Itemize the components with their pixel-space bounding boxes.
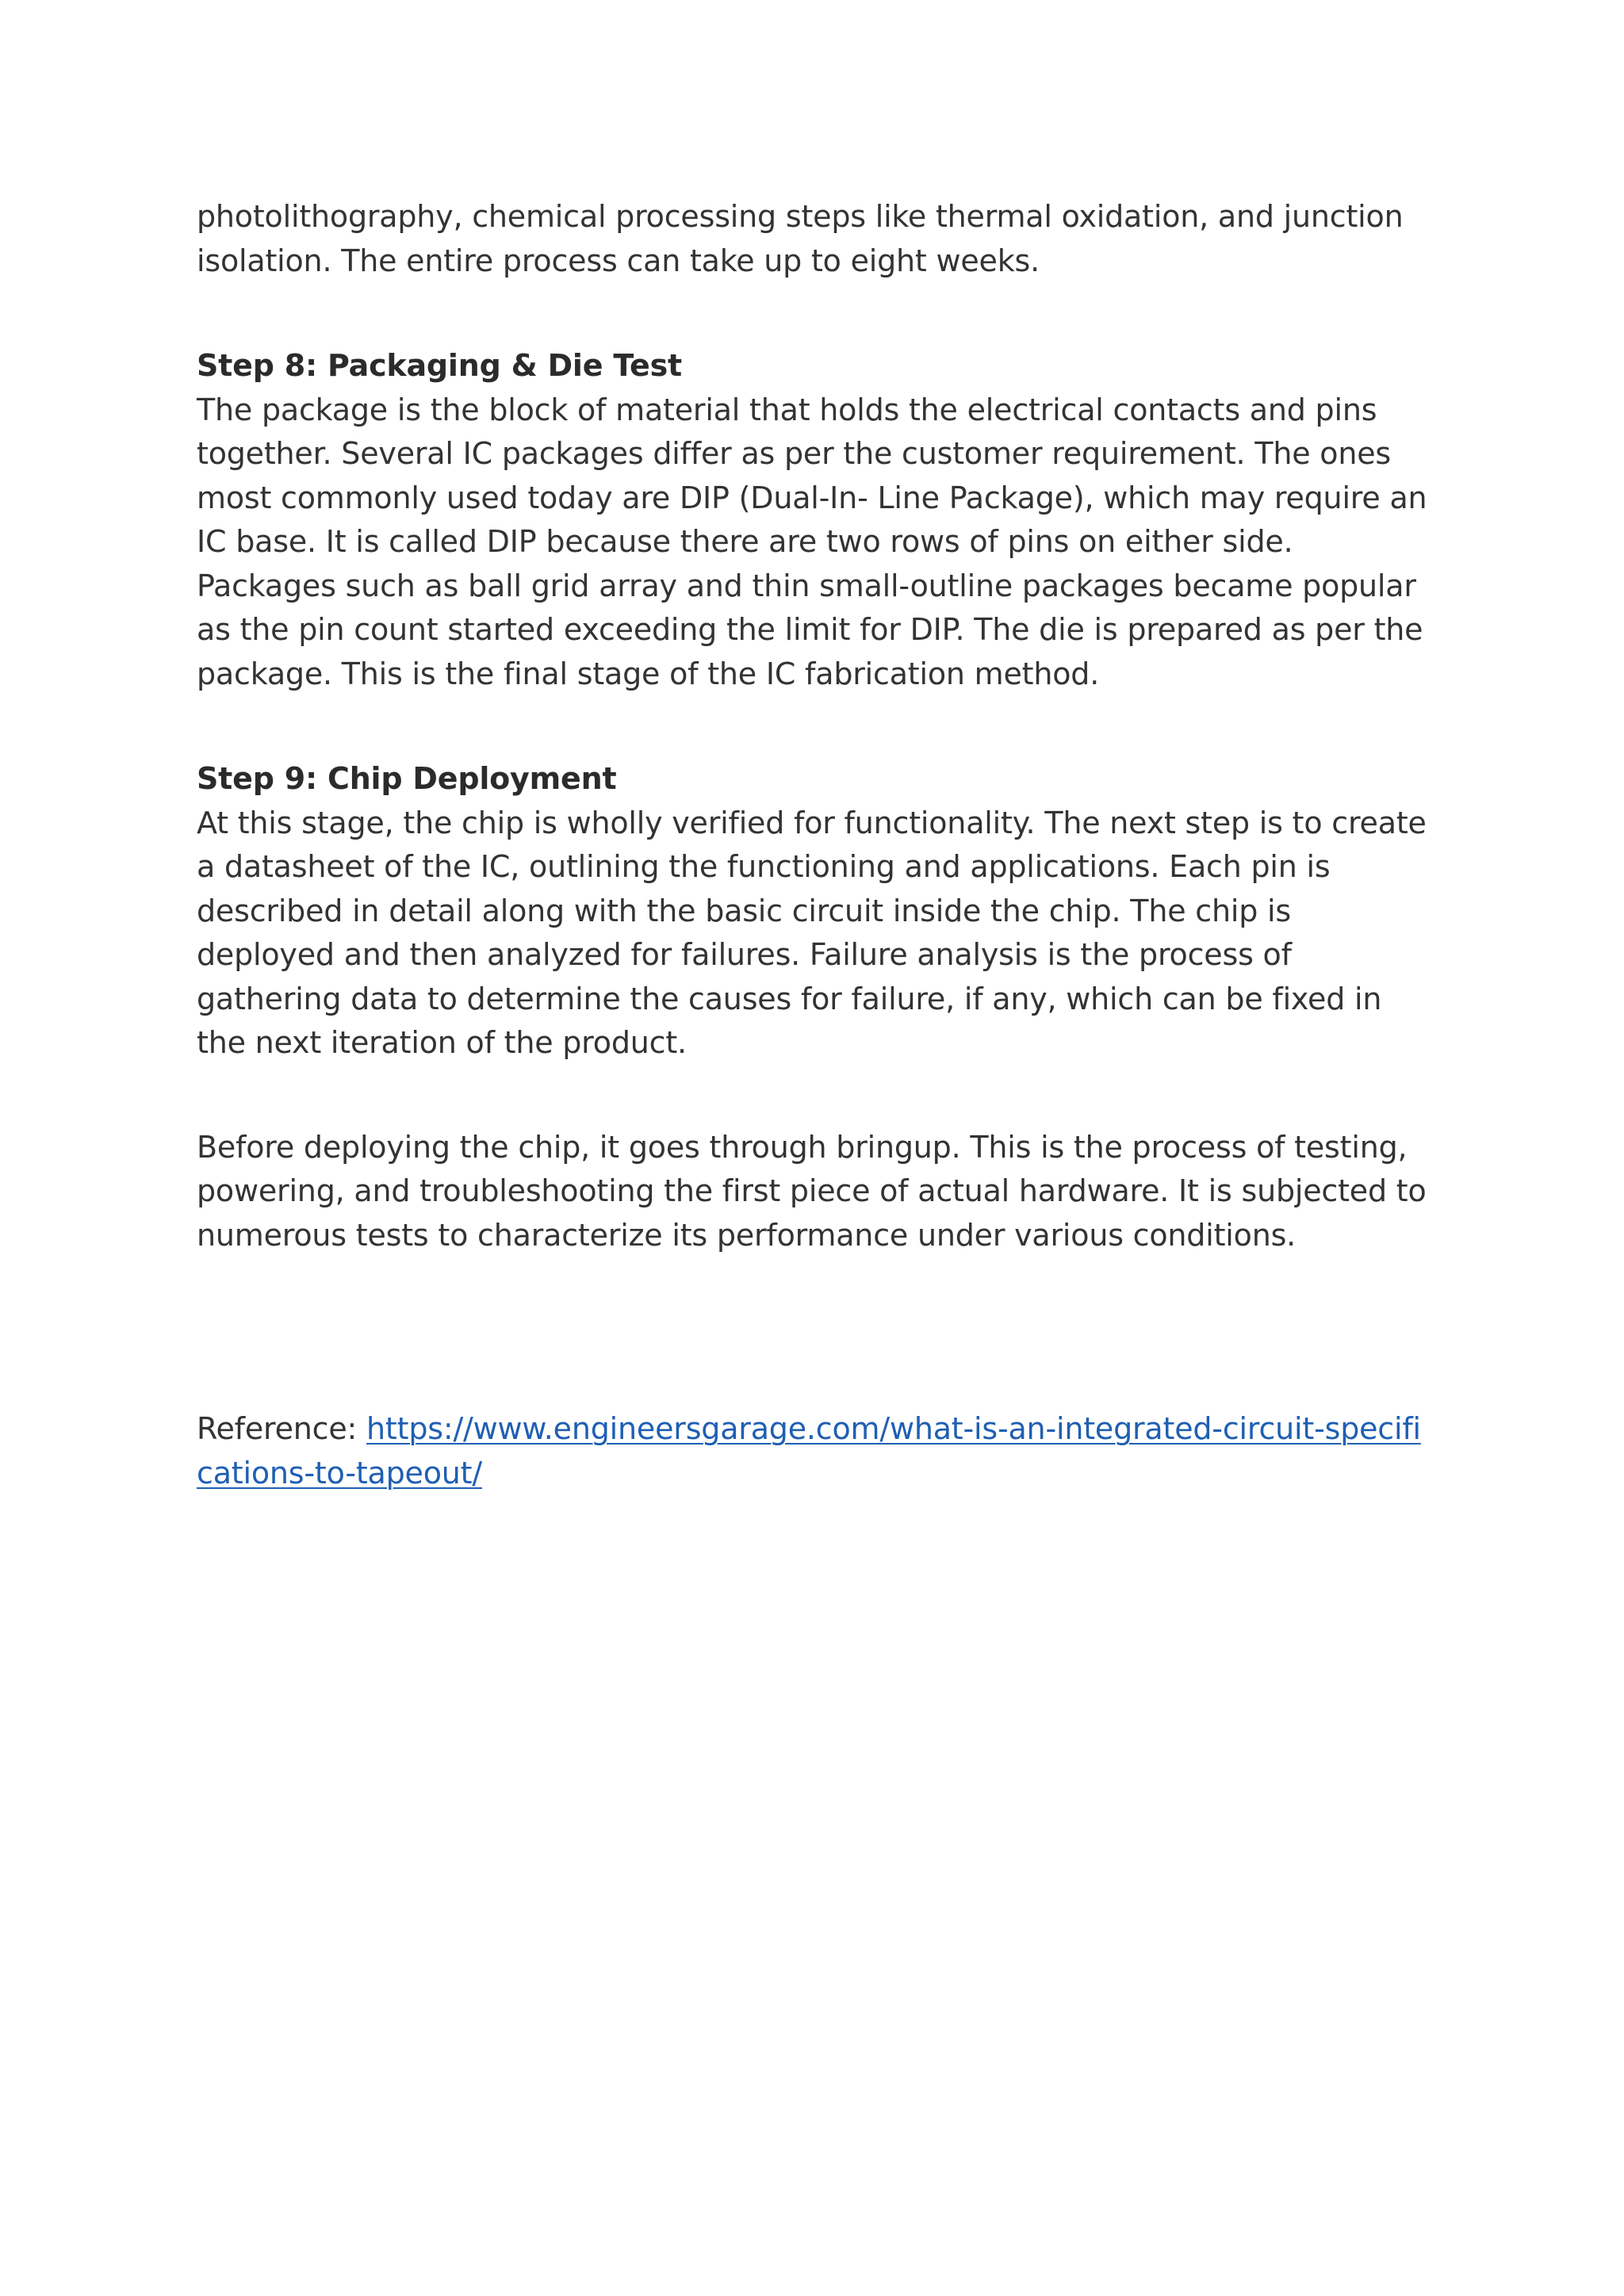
spacer [197,1066,1434,1126]
document-content [197,195,1434,1495]
bringup-paragraph: Before deploying the chip, it goes through bringup. This is the process of testing, powering, and troubleshooting the first piece of actual hardware. It is subjected to numerous tests to characterize its performance under various conditions. [197,1129,1427,1253]
spacer [197,1257,1434,1407]
intro-paragraph: photolithography, chemical processing steps like thermal oxidation, and junction isolation. The entire process can take up to eight weeks. [197,199,1404,278]
step9-heading: Step 9: Chip Deployment [197,761,617,796]
reference-link[interactable]: https://www.engineersgarage.com/what-is-an-integrated-circuit-specifications-to-tapeout/ [197,1411,1421,1490]
reference-label: Reference: [197,1411,367,1446]
step8-paragraph: The package is the block of material that holds the electrical contacts and pins together. Several IC packages differ as per the customer requirement. The ones most commonly used today are DIP (Dual-In- Line Package), which may require an IC base. It is called DIP because there are two rows of pins on either side. Packages such as ball grid array and thin small-outline packages became popular as the pin count started exceeding the limit for DIP. The die is prepared as per the package. This is the final stage of the IC fabrication method. [197,392,1427,691]
step9-paragraph: At this stage, the chip is wholly verified for functionality. The next step is to create a datasheet of the IC, outlining the functioning and applications. Each pin is described in detail along with the basic circuit inside the chip. The chip is deployed and then analyzed for failures. Failure analysis is the process of gathering data to determine the causes for failure, if any, which can be fixed in the next iteration of the product. [197,805,1427,1060]
reference-line [197,1407,1434,1495]
spacer [197,283,1434,344]
step8-heading: Step 8: Packaging & Die Test [197,348,682,383]
spacer [197,696,1434,757]
